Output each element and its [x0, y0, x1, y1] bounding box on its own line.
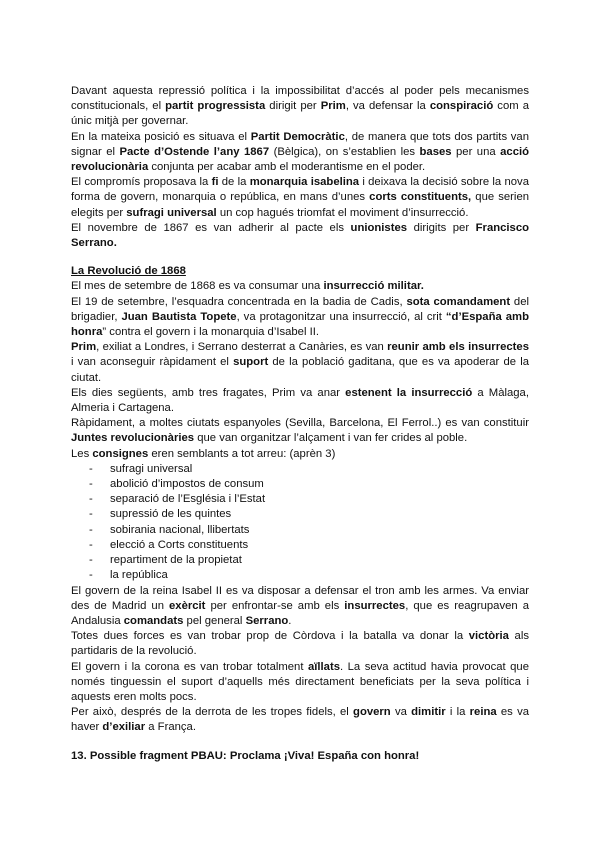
section-heading — [71, 264, 529, 279]
text-run: i la — [445, 706, 470, 719]
bold-text: unionistes — [350, 221, 408, 234]
bold-text: insurrectes — [344, 599, 406, 612]
text-run: Els dies següents, amb tres fragates, Prim va anar — [71, 386, 346, 399]
paragraph — [71, 340, 529, 386]
text-run: i deixava la decisió sobre la nova forma de govern, monarquia o república, en mans d’unes — [71, 176, 529, 204]
bold-text: victòria — [468, 630, 509, 643]
list-item: - repartiment de la propietat — [89, 553, 529, 568]
section-heading-text: La Revolució de 1868 — [71, 265, 186, 278]
text-run: El mes de setembre de 1868 es va consumar una — [71, 280, 324, 293]
bold-text: Serrano — [245, 614, 289, 627]
text-run: Ràpidament, a moltes ciutats espanyoles (Sevilla, Barcelona, El Ferrol..) es van constituir — [71, 417, 529, 430]
paragraph — [71, 705, 529, 735]
text-run: pel general — [183, 614, 246, 627]
text-run: . La seva actitud havia provocat que només tinguessin el suport d’aquells més directament beneficiats per la seva política i aquests eren molts pocs. — [71, 660, 529, 703]
paragraph — [71, 279, 529, 294]
text-run: que serien elegits per — [71, 191, 530, 219]
text-run: va — [390, 706, 412, 719]
list-item: - sobirania nacional, llibertats — [89, 523, 529, 538]
text-run: de la població gaditana, que es va apoderar de la ciutat. — [71, 356, 529, 384]
paragraph — [71, 386, 529, 416]
bold-text: “d’España amb honra — [71, 310, 529, 339]
text-run: (Bèlgica), on s’establien les — [269, 145, 420, 158]
paragraph — [71, 584, 529, 630]
bold-text: conspiració — [429, 100, 494, 113]
text-run: com a únic mitjà per governar. — [71, 100, 529, 128]
text-run: El compromís proposava la — [71, 176, 212, 189]
bold-text: comandats — [123, 614, 184, 627]
bold-text: acció revolucionària — [71, 145, 530, 174]
bold-text: insurrecció militar. — [323, 280, 424, 293]
text-run: es va haver — [71, 706, 529, 734]
text-run: conjunta per acabar amb el moderantisme en el poder. — [148, 161, 426, 174]
list-item: - separació de l’Església i l’Estat — [89, 492, 529, 507]
text-run: dirigit per — [265, 100, 321, 113]
outcome-section — [71, 584, 529, 736]
text-run: . — [288, 614, 292, 627]
bold-text: Juan Bautista Topete — [121, 310, 237, 323]
text-run: El govern i la corona es van trobar totalment — [71, 660, 308, 673]
text-run: a Màlaga, Almeria i Cartagena. — [71, 386, 529, 415]
bold-text: dimitir — [411, 706, 446, 719]
bold-text: estenent la insurrecció — [345, 386, 473, 399]
text-run: En la mateixa posició es situava el — [71, 130, 251, 143]
bold-text: monarquia isabelina — [249, 176, 360, 189]
bold-text: suport — [233, 356, 269, 369]
consignes-list — [71, 462, 529, 584]
intro-section — [71, 84, 529, 251]
bold-text: Pacte d’Ostende l’any 1867 — [119, 145, 270, 158]
bold-text: bases — [419, 145, 452, 158]
paragraph — [71, 84, 529, 130]
bold-text: d’exiliar — [102, 721, 146, 734]
bold-text: consignes — [92, 447, 149, 460]
text-run: El 19 de setembre, l’esquadra concentrada en la badia de Cadis, — [71, 295, 407, 308]
bold-text: Francisco Serrano. — [71, 221, 530, 250]
bold-text: Prim — [320, 100, 346, 113]
list-item: - sufragi universal — [89, 462, 529, 477]
revolution-section — [71, 279, 529, 461]
text-run: dirigits per — [407, 221, 476, 234]
paragraph — [71, 221, 529, 251]
text-run: de la — [218, 176, 250, 189]
paragraph — [71, 130, 529, 176]
text-run: El novembre de 1867 es van adherir al pacte els — [71, 221, 351, 234]
bold-text: govern — [353, 706, 391, 719]
bold-text: sufragi universal — [126, 206, 217, 219]
text-run: del brigadier, — [71, 295, 530, 323]
text-run: Per això, després de la derrota de les tropes fidels, el — [71, 706, 354, 719]
list-item: - supressió de les quintes — [89, 507, 529, 522]
list-item: - elecció a Corts constituents — [89, 538, 529, 553]
list-item: - abolició d’impostos de consum — [89, 477, 529, 492]
paragraph — [71, 295, 529, 341]
final-heading: 13. Possible fragment PBAU: Proclama ¡Viva! España con honra! — [71, 749, 420, 762]
text-run: que van organitzar l’alçament i van fer crides al poble. — [194, 432, 468, 445]
paragraph — [71, 447, 529, 462]
paragraph — [71, 629, 529, 659]
text-run: ” contra el govern i la monarquia d’Isabel II. — [102, 326, 320, 339]
text-run: Totes dues forces es van trobar prop de Còrdova i la batalla va donar la — [71, 630, 469, 643]
bold-text: sota comandament — [406, 295, 511, 308]
bold-text: reina — [469, 706, 497, 719]
text-run: per enfrontar-se amb els — [205, 599, 345, 612]
text-run: eren semblants a tot arreu: (aprèn 3) — [148, 447, 336, 460]
paragraph — [71, 660, 529, 706]
text-run: El govern de la reina Isabel II es va disposar a defensar el tron amb les armes. Va enviar des de Madrid un — [71, 584, 529, 612]
bold-text: Partit Democràtic — [250, 130, 345, 143]
bold-text: partit progressista — [165, 100, 266, 113]
text-run: i van aconseguir ràpidament el — [71, 356, 234, 369]
text-run: un cop hagués triomfat el moviment d’insurrecció. — [216, 206, 469, 219]
text-run: , va protagonitzar una insurrecció, al crit — [236, 310, 446, 323]
bold-text: aïllats — [307, 660, 341, 673]
text-run: , de manera que tots dos partits van signar el — [71, 130, 530, 158]
text-run: , que es reagrupaven a Andalusia — [71, 599, 529, 627]
bold-text: reunir amb els insurrectes — [387, 341, 529, 354]
paragraph — [71, 175, 529, 221]
bold-text: exèrcit — [169, 599, 206, 612]
text-run: , exiliat a Londres, i Serrano desterrat a Canàries, es van — [96, 341, 388, 354]
text-run: Davant aquesta repressió política i la impossibilitat d’accés al poder pels mecanismes constitucionals, el — [71, 85, 529, 113]
text-run: a França. — [145, 721, 196, 734]
bold-text: Prim — [71, 341, 97, 354]
paragraph — [71, 416, 529, 446]
text-run: als partidaris de la revolució. — [71, 630, 529, 658]
text-run: Les — [71, 447, 93, 460]
text-run: per una — [451, 145, 501, 158]
bold-text: fi — [211, 176, 219, 189]
text-run: , va defensar la — [345, 100, 430, 113]
bold-text: Juntes revolucionàries — [71, 432, 195, 445]
bold-text: corts constituents, — [369, 191, 472, 204]
list-item: - la república — [89, 568, 529, 583]
